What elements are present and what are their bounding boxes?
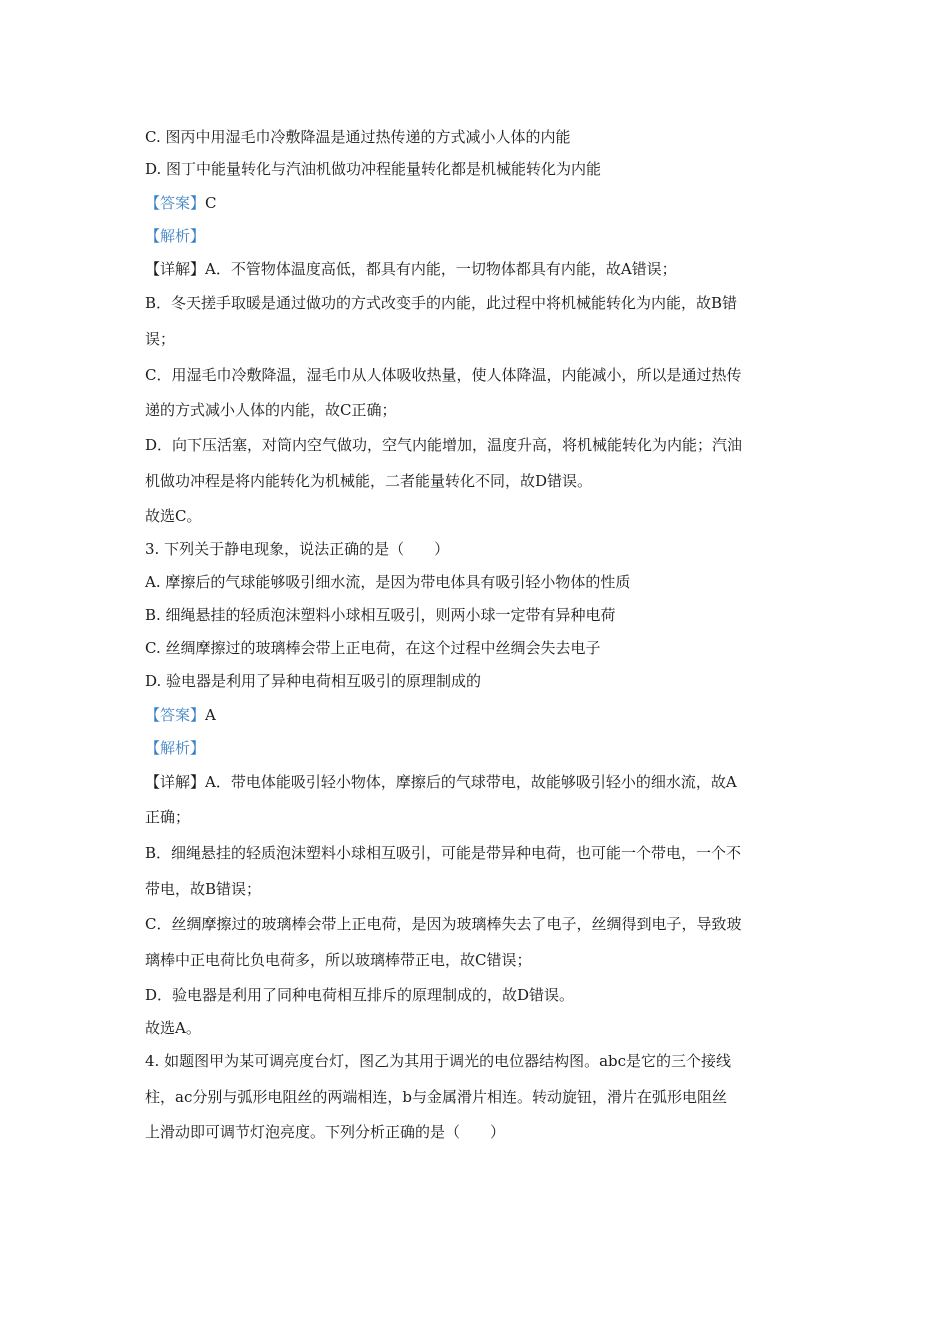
q2-answer-line	[145, 193, 217, 213]
q2-detail-c-2: 递的方式减小人体的内能，故C正确；	[145, 401, 397, 419]
q3-detail-c-1: C．丝绸摩擦过的玻璃棒会带上正电荷，是因为玻璃棒失去了电子，丝绸得到电子，导致玻	[145, 915, 742, 933]
q3-option-a: A. 摩擦后的气球能够吸引细水流，是因为带电体具有吸引轻小物体的性质	[145, 573, 631, 591]
q3-stem: 3. 下列关于静电现象，说法正确的是（ ）	[145, 540, 450, 558]
q3-detail-b-2: 带电，故B错误；	[145, 880, 262, 898]
q3-answer-line	[145, 705, 216, 725]
q3-detail-a-2: 正确；	[145, 808, 191, 826]
q4-stem-1: 4. 如题图甲为某可调亮度台灯，图乙为其用于调光的电位器结构图。abc是它的三个接线	[145, 1052, 732, 1070]
detail-tag: 【详解】	[145, 260, 206, 278]
analysis-tag: 【解析】	[145, 227, 206, 245]
q2-detail-c-1: C．用湿毛巾冷敷降温，湿毛巾从人体吸收热量，使人体降温，内能减小，所以是通过热传	[145, 366, 742, 384]
q2-detail-b-1: B．冬天搓手取暖是通过做功的方式改变手的内能，此过程中将机械能转化为内能，故B错	[145, 294, 738, 312]
q2-option-c: C. 图丙中用湿毛巾冷敷降温是通过热传递的方式减小人体的内能	[145, 128, 571, 146]
q3-analysis-line	[145, 738, 205, 758]
answer-value: A	[205, 706, 216, 724]
q2-option-d: D. 图丁中能量转化与汽油机做功冲程能量转化都是机械能转化为内能	[145, 160, 602, 178]
q4-stem-3: 上滑动即可调节灯泡亮度。下列分析正确的是（ ）	[145, 1123, 506, 1141]
q2-detail-d-2: 机做功冲程是将内能转化为机械能，二者能量转化不同，故D错误。	[145, 472, 593, 490]
answer-tag: 【答案】	[145, 194, 206, 212]
q3-option-b: B. 细绳悬挂的轻质泡沫塑料小球相互吸引，则两小球一定带有异种电荷	[145, 606, 616, 624]
q2-detail-b-2: 误；	[145, 330, 176, 348]
answer-value: C	[205, 194, 217, 212]
q3-option-d: D. 验电器是利用了异种电荷相互吸引的原理制成的	[145, 672, 482, 690]
q3-detail-c-2: 璃棒中正电荷比负电荷多，所以玻璃棒带正电，故C错误；	[145, 951, 532, 969]
detail-tag: 【详解】	[145, 773, 206, 791]
q3-conclusion: 故选A。	[145, 1019, 201, 1037]
q4-stem-2: 柱，ac分别与弧形电阻丝的两端相连，b与金属滑片相连。转动旋钮，滑片在弧形电阻丝	[145, 1088, 727, 1106]
q3-detail-d: D．验电器是利用了同种电荷相互排斥的原理制成的，故D错误。	[145, 986, 575, 1004]
detail-text: A．带电体能吸引轻小物体，摩擦后的气球带电，故能够吸引轻小的细水流，故A	[205, 773, 737, 791]
q2-analysis-line	[145, 226, 205, 246]
q3-detail-a-1	[145, 772, 737, 792]
answer-tag: 【答案】	[145, 706, 206, 724]
q2-detail-d-1: D．向下压活塞，对筒内空气做功，空气内能增加，温度升高，将机械能转化为内能；汽油	[145, 436, 743, 454]
q2-detail-a	[145, 259, 677, 279]
q3-option-c: C. 丝绸摩擦过的玻璃棒会带上正电荷，在这个过程中丝绸会失去电子	[145, 639, 601, 657]
analysis-tag: 【解析】	[145, 739, 206, 757]
detail-text: A．不管物体温度高低，都具有内能，一切物体都具有内能，故A错误；	[205, 260, 677, 278]
q2-conclusion: 故选C。	[145, 507, 202, 525]
q3-detail-b-1: B．细绳悬挂的轻质泡沫塑料小球相互吸引，可能是带异种电荷，也可能一个带电，一个不	[145, 844, 742, 862]
